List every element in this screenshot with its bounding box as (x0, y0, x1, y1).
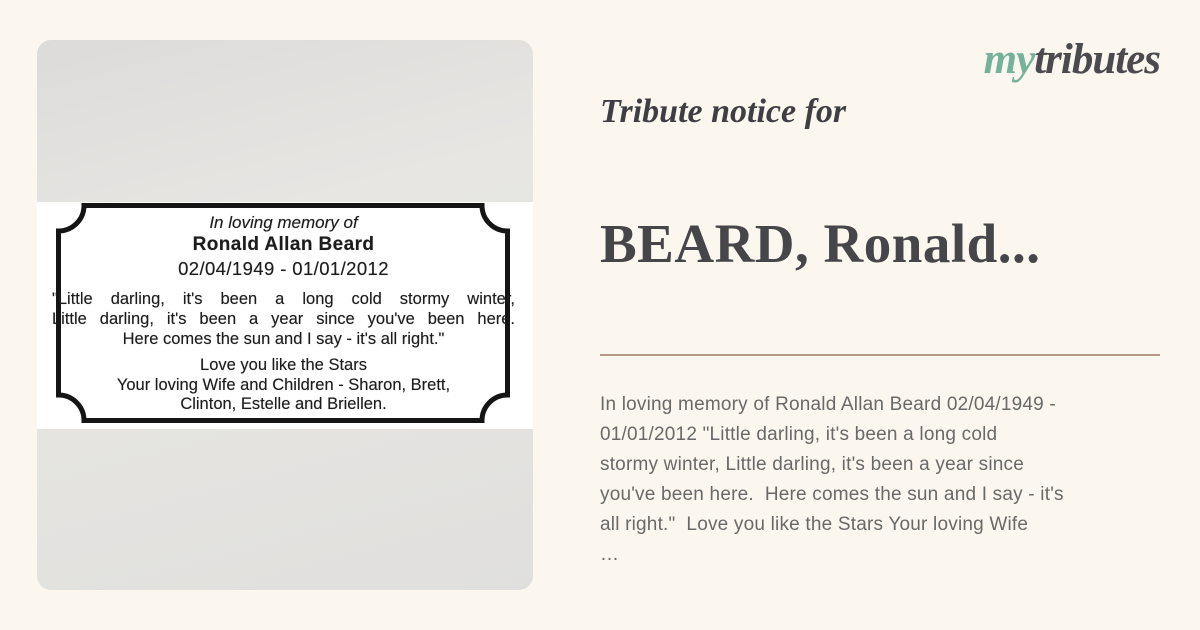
closing-block (52, 356, 515, 415)
page-title: BEARD, Ronald... (600, 213, 1041, 274)
divider-line (600, 354, 1160, 356)
closing-line: Love you like the Stars (200, 356, 367, 374)
quote-line: Here comes the sun and I say - it's all right." (122, 330, 445, 348)
body-line: In loving memory of Ronald Allan Beard 02/04/1949 - (600, 394, 1056, 415)
body-line: stormy winter, Little darling, it's been a year since (600, 454, 1024, 475)
logo-suffix: tributes (1034, 36, 1160, 83)
notice-body-text (600, 390, 1162, 570)
memorial-line: In loving memory of (209, 213, 358, 232)
quote-line: "Little darling, it's been a long cold stormy winter, (52, 290, 515, 308)
notice-scan-image (37, 40, 533, 590)
mytributes-logo[interactable] (984, 36, 1160, 84)
closing-line: Your loving Wife and Children - Sharon, Brett, (116, 375, 451, 394)
notice-card-text (52, 212, 515, 415)
quote-line: Little darling, it's been a year since you've been here. (52, 310, 515, 328)
truncation-ellipsis: … (600, 544, 620, 565)
tribute-notice-eyebrow: Tribute notice for (600, 93, 847, 130)
body-line: you've been here. Here comes the sun and I say - it's (600, 484, 1064, 505)
quote-block (52, 289, 515, 349)
logo-prefix: my (983, 36, 1035, 83)
deceased-name: Ronald Allan Beard (192, 234, 375, 255)
closing-line: Clinton, Estelle and Briellen. (180, 395, 387, 413)
body-line: all right." Love you like the Stars Your loving Wife (600, 514, 1029, 535)
life-dates: 02/04/1949 - 01/01/2012 (178, 258, 389, 279)
body-line: 01/01/2012 "Little darling, it's been a long cold (600, 424, 998, 445)
